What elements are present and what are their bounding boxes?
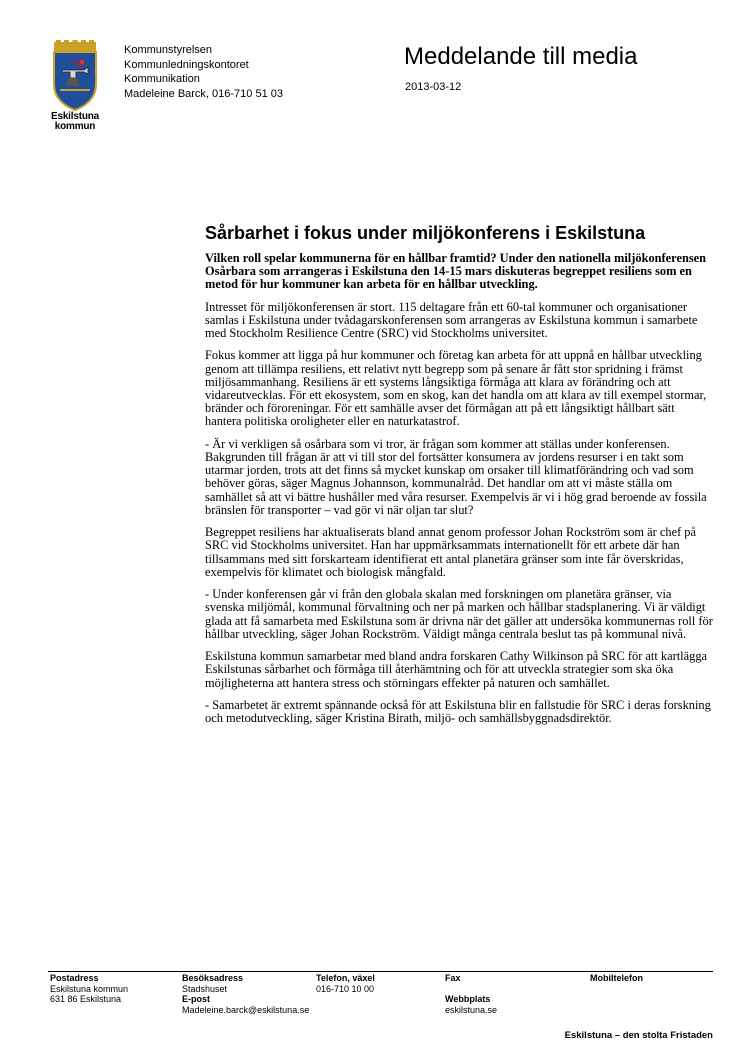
postal-line2: 631 86 Eskilstuna <box>50 994 122 1004</box>
body-paragraph: Intresset för miljökonferensen är stort. 115 deltagare från ett 60-tal kommuner och organisationer samlas i Eskilstuna under tvådagarskonferensen som arrangeras av Eskilstuna kommun i samarbete med Stockholm Resilience Centre (SRC) vid Stockholms universitet. <box>205 299 698 341</box>
body-paragraph: Fokus kommer att ligga på hur kommuner och företag kan arbeta för att uppnå en hållbar utveckling genom att tillämpa resiliens, ett relativt nytt begrepp som på senare år fått stor spridning i främst miljösammanhang. Resiliens är ett systems långsiktiga förmåga att klara av förändring och att vidareutvecklas. För ett ekosystem, som en skog, kan det handla om att klara av till exempel stormar, bränder och föroreningar. För ett samhälle avser det förmågan att på ett långsiktigt hållbart sätt hantera politiska oroligheter eller en naturkatastrof. <box>205 348 707 429</box>
headline: Sårbarhet i fokus under miljökonferens i Eskilstuna <box>205 223 646 243</box>
postal-label: Postadress <box>50 973 99 983</box>
body-paragraph: Eskilstuna kommun samarbetar med bland andra forskaren Cathy Wilkinson på SRC för att kartlägga Eskilstunas sårbarhet och förmåga till återhämtning och för att utveckla strategier som ska öka möjligheterna att hantera stress och störningars effekter på naturen och samhället. <box>205 649 708 690</box>
phone-value: 016-710 10 00 <box>316 983 375 994</box>
eskilstuna-logo <box>48 40 102 150</box>
document-type-title: Meddelande till media <box>404 43 638 70</box>
footer-fax-web <box>445 973 497 1015</box>
mobile-label: Mobiltelefon <box>590 973 643 983</box>
city-tagline: Eskilstuna – den stolta Fristaden <box>564 1030 713 1041</box>
postal-line1: Eskilstuna kommun <box>50 983 129 994</box>
phone-label: Telefon, växel <box>316 973 375 983</box>
footer-divider <box>48 971 713 972</box>
sender-department: Kommunikation <box>124 73 200 85</box>
body-paragraph: - Samarbetet är extremt spännande också för att Eskilstuna blir en fallstudie för SRC i deras forskning och metodutveckling, säger Kristina Birath, miljö- och samhällsbyggnadsdirektör. <box>205 698 711 726</box>
fax-label: Fax <box>445 973 461 983</box>
sender-contact: Madeleine Barck, 016-710 51 03 <box>124 87 283 100</box>
footer-phone <box>316 973 375 994</box>
footer-postal <box>50 973 128 1005</box>
footer-mobile <box>590 973 643 984</box>
lead-paragraph: Vilken roll spelar kommunerna för en hållbar framtid? Under den nationella miljökonferensen Osårbara som arrangeras i Eskilstuna den 14-15 mars diskuteras begreppet resiliens som en metod för hur kommuner kan arbeta för en hållbar utveckling. <box>205 251 707 292</box>
sender-block <box>124 43 283 101</box>
logo-name-line2: kommun <box>54 121 96 132</box>
coat-of-arms-icon <box>48 40 102 112</box>
web-value: eskilstuna.se <box>445 1004 498 1015</box>
sender-board: Kommunstyrelsen <box>124 44 213 56</box>
body-paragraph: - Är vi verkligen så osårbara som vi tror, är frågan som kommer att ställas under konferensen. Bakgrunden till frågan är att vi till stor del fortsätter konsumera av jordens resurser i en takt som utarmar jorden, trots att det finns så mycket kunskap om orsaker till klimatförändring och vad som behöver göras, säger Magnus Johannson, kommunalråd. Det handlar om att vi måste ställa om samhället så att vi bättre hushåller med våra resurser. Exempelvis är vi i hög grad beroende av fossila bränslen för transporter – vad gör vi när oljan tar slut? <box>205 436 707 517</box>
sender-office: Kommunledningskontoret <box>124 58 249 71</box>
body-paragraph: Begreppet resiliens har aktualiserats bland annat genom professor Johan Rockström som är chef på SRC vid Stockholms universitet. Han har uppmärksammats internationellt för ett arbete där han tillsammans med sitt forskarteam identifierat ett antal planetära gränser som inte får överskridas, exempelvis för klimatet och biologisk mångfald. <box>205 525 697 579</box>
footer-visit <box>182 973 309 1015</box>
document-date: 2013-03-12 <box>405 81 462 93</box>
visit-value: Stadshuset <box>182 983 228 994</box>
email-value: Madeleine.barck@eskilstuna.se <box>182 1004 310 1015</box>
email-label: E-post <box>182 994 210 1004</box>
logo-name-line1: Eskilstuna <box>50 111 100 122</box>
visit-label: Besöksadress <box>182 973 244 983</box>
web-label: Webbplats <box>445 994 491 1004</box>
press-release-article <box>205 222 713 735</box>
body-paragraph: - Under konferensen går vi från den globala skalan med forskningen om planetära gränser, via svenska miljömål, kommunal förvaltning och ner på marken och hållbar stadsplanering. Vi är väldigt glada att få samarbeta med Eskilstuna som är drivna när det gäller att undersöka kommunernas roll för hållbar utveckling, säger Johan Rockström. Väldigt många centrala beslut tas på kommunal nivå. <box>205 587 713 641</box>
